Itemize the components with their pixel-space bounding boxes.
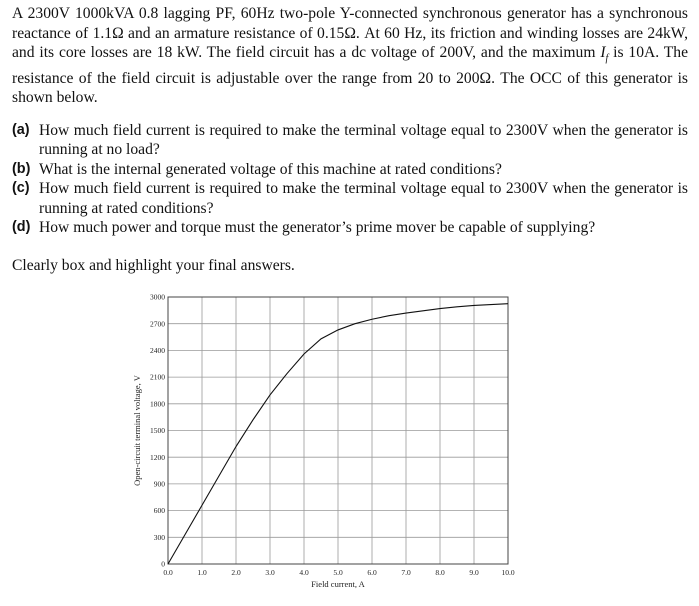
question-b-label: (b) <box>12 160 31 177</box>
x-tick-label: 6.0 <box>367 568 377 577</box>
x-tick-label: 0.0 <box>163 568 173 577</box>
y-tick-label: 1800 <box>150 399 165 409</box>
y-tick-label: 1200 <box>150 452 165 462</box>
x-tick-label: 5.0 <box>333 568 343 577</box>
question-c-label: (c) <box>12 180 30 197</box>
x-tick-label: 4.0 <box>299 568 309 577</box>
closing-instruction: Clearly box and highlight your final answers. <box>12 257 295 274</box>
y-tick-label: 900 <box>153 479 165 489</box>
y-tick-label: 300 <box>153 532 165 542</box>
x-tick-label: 10.0 <box>501 568 515 577</box>
question-a-label: (a) <box>12 122 30 138</box>
question-d-text: How much power and torque must the generator’s prime mover be capable of supplying? <box>39 219 596 237</box>
y-tick-label: 600 <box>153 506 165 516</box>
x-tick-label: 8.0 <box>435 568 445 577</box>
y-tick-label: 2400 <box>150 346 165 355</box>
field-current-symbol: I <box>600 44 606 62</box>
y-axis-title: Open-circuit terminal voltage, V <box>132 375 142 486</box>
chart-grid <box>168 297 508 564</box>
y-tick-label: 2700 <box>150 319 165 329</box>
y-tick-label: 2100 <box>150 372 165 382</box>
problem-text-part2: is 10A. The resistance of the field circuit is adjustable over the range from 20 to 200Ω. The OCC of this generator is shown below. <box>12 44 688 107</box>
x-tick-label: 1.0 <box>197 568 207 577</box>
y-tick-label: 0 <box>161 559 165 569</box>
x-tick-label: 9.0 <box>469 568 479 577</box>
field-current-subscript: f <box>605 53 609 65</box>
question-b-text: What is the internal generated voltage of this machine at rated conditions? <box>39 160 502 178</box>
chart-ticks <box>150 293 515 577</box>
y-tick-label: 3000 <box>150 292 165 302</box>
y-tick-label: 1500 <box>150 426 165 436</box>
question-a-text: How much field current is required to make the terminal voltage equal to 2300V when the generator is running at no load? <box>39 122 688 159</box>
x-tick-label: 3.0 <box>265 568 275 577</box>
problem-text-part1: A 2300V 1000kVA 0.8 lagging PF, 60Hz two-pole Y-connected synchronous generator has a synchronous reactance of 1.1Ω and an armature resistance of 0.15Ω. At 60 Hz, its friction and winding losses are 24kW, and its core losses are 18 kW. The field circuit has a dc voltage of 200V, and the maximum <box>12 5 688 62</box>
x-tick-label: 2.0 <box>231 568 241 577</box>
question-c-text: How much field current is required to make the terminal voltage equal to 2300V when the generator is running at rated conditions? <box>39 180 688 217</box>
x-axis-title: Field current, A <box>311 579 365 589</box>
x-tick-label: 7.0 <box>401 568 411 577</box>
question-d-label: (d) <box>12 219 31 236</box>
